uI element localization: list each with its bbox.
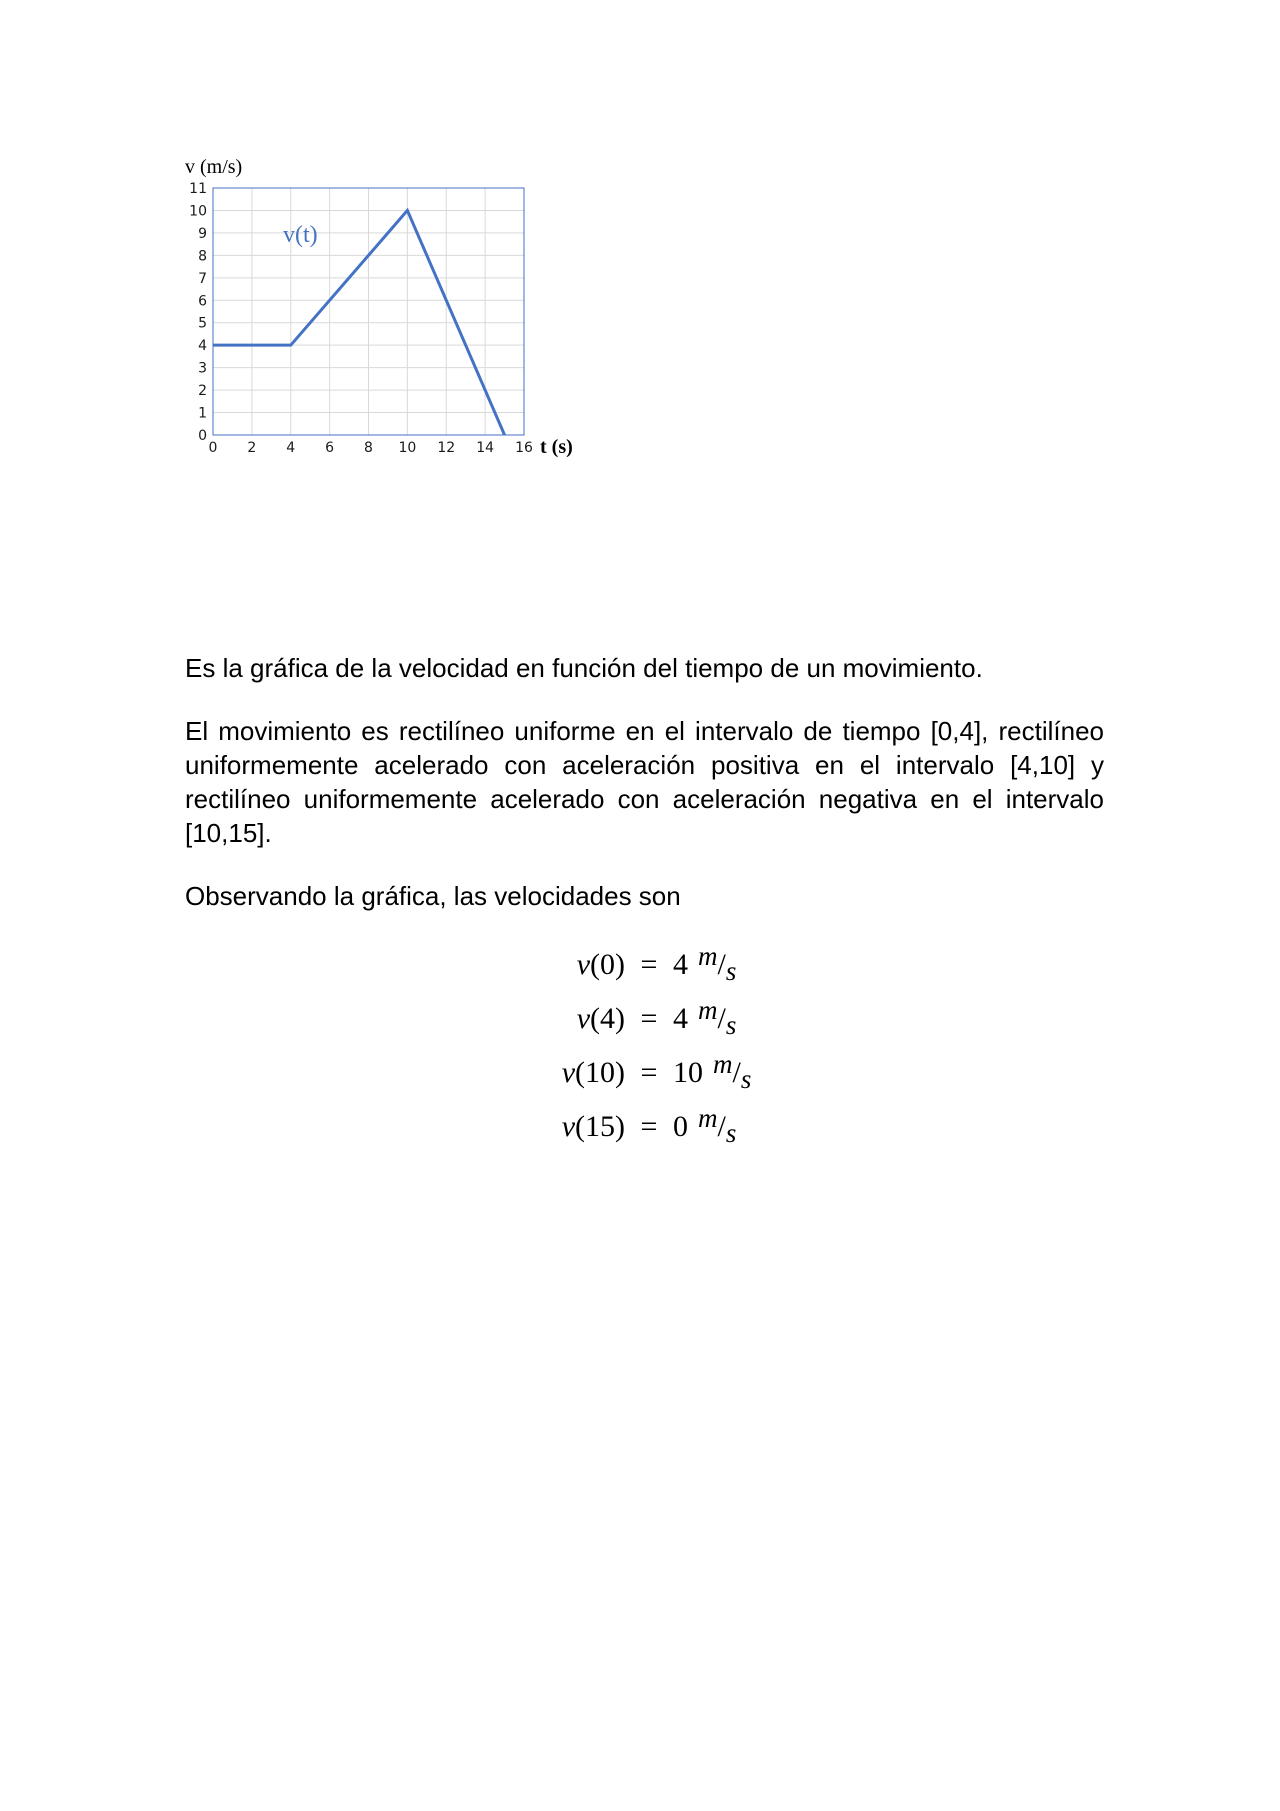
x-tick-label: 12 [437,440,456,456]
equation-var: v [576,1002,591,1035]
equation-row [520,1100,760,1154]
unit-numerator: m [713,1049,733,1079]
unit-denominator: s [725,1118,737,1148]
paragraph-graph-description: Es la gráfica de la velocidad en función del tiempo de un movimiento. [185,653,983,683]
unit-denominator: s [725,956,737,986]
equation-rhs [673,992,736,1046]
equation-var: v [576,948,591,981]
y-tick-label: 3 [198,360,207,377]
text-block [185,651,1104,942]
equation-rhs [673,1100,736,1154]
equation-row [520,992,760,1046]
equation-value: 4 [673,1002,688,1035]
equation-arg: (0) [590,948,625,981]
equals-sign: = [640,1002,658,1035]
equation-value: 10 [673,1056,703,1089]
x-axis-title: t (s) [540,436,573,458]
paragraph-velocities-intro: Observando la gráfica, las velocidades son [185,881,681,911]
equation-rhs [673,938,736,992]
x-tick-label: 16 [515,440,533,456]
equation-var: v [561,1056,576,1089]
unit-denominator: s [740,1064,752,1094]
equation-arg: (10) [575,1056,625,1089]
y-tick-label: 9 [198,225,207,242]
chart-svg [180,145,600,465]
velocity-equations [520,938,760,1154]
equation-value: 0 [673,1110,688,1143]
y-tick-label: 10 [189,203,207,220]
x-tick-label: 14 [476,440,495,456]
x-tick-label: 2 [247,440,257,456]
y-tick-label: 4 [198,338,207,355]
equals-sign: = [640,948,658,981]
paragraph-movement-analysis: El movimiento es rectilíneo uniforme en el intervalo de tiempo [0,4], rectilíneo uniformemente acelerado con aceleración positiva en el intervalo [4,10] y rectilíneo uniformemente acelerado con aceleración negativa en el intervalo [10,15]. [185,716,1104,848]
unit-slash: / [717,1002,726,1035]
equation-row [520,1046,760,1100]
unit-denominator: s [725,1010,737,1040]
y-tick-label: 11 [189,181,207,197]
x-tick-label: 10 [398,440,417,456]
unit-slash: / [717,948,726,981]
unit-slash: / [732,1056,741,1089]
y-tick-label: 1 [198,405,207,422]
equation-lhs [520,992,625,1046]
x-tick-label: 6 [325,440,335,456]
equals-sign: = [640,1110,658,1143]
unit-numerator: m [698,1103,718,1133]
y-tick-label: 2 [198,383,207,400]
x-tick-label: 4 [286,440,296,456]
y-tick-label: 0 [198,428,207,444]
equation-value: 4 [673,948,688,981]
equation-lhs [520,938,625,992]
equals-sign: = [640,1056,658,1089]
x-tick-label: 0 [208,440,218,456]
equation-arg: (4) [590,1002,625,1035]
x-tick-label: 8 [364,440,373,456]
y-tick-label: 6 [198,293,207,310]
velocity-time-chart [180,145,600,465]
y-tick-label: 8 [198,248,207,265]
y-tick-label: 7 [198,270,207,287]
unit-numerator: m [698,941,718,971]
equation-lhs [520,1100,625,1154]
unit-numerator: m [698,995,718,1025]
unit-slash: / [717,1110,726,1143]
series-label: v(t) [282,221,318,248]
equation-var: v [561,1110,576,1143]
equation-row [520,938,760,992]
equation-lhs [520,1046,625,1100]
equation-rhs [673,1046,751,1100]
y-tick-label: 5 [198,315,207,332]
y-axis-title: v (m/s) [185,156,243,178]
equation-arg: (15) [575,1110,625,1143]
